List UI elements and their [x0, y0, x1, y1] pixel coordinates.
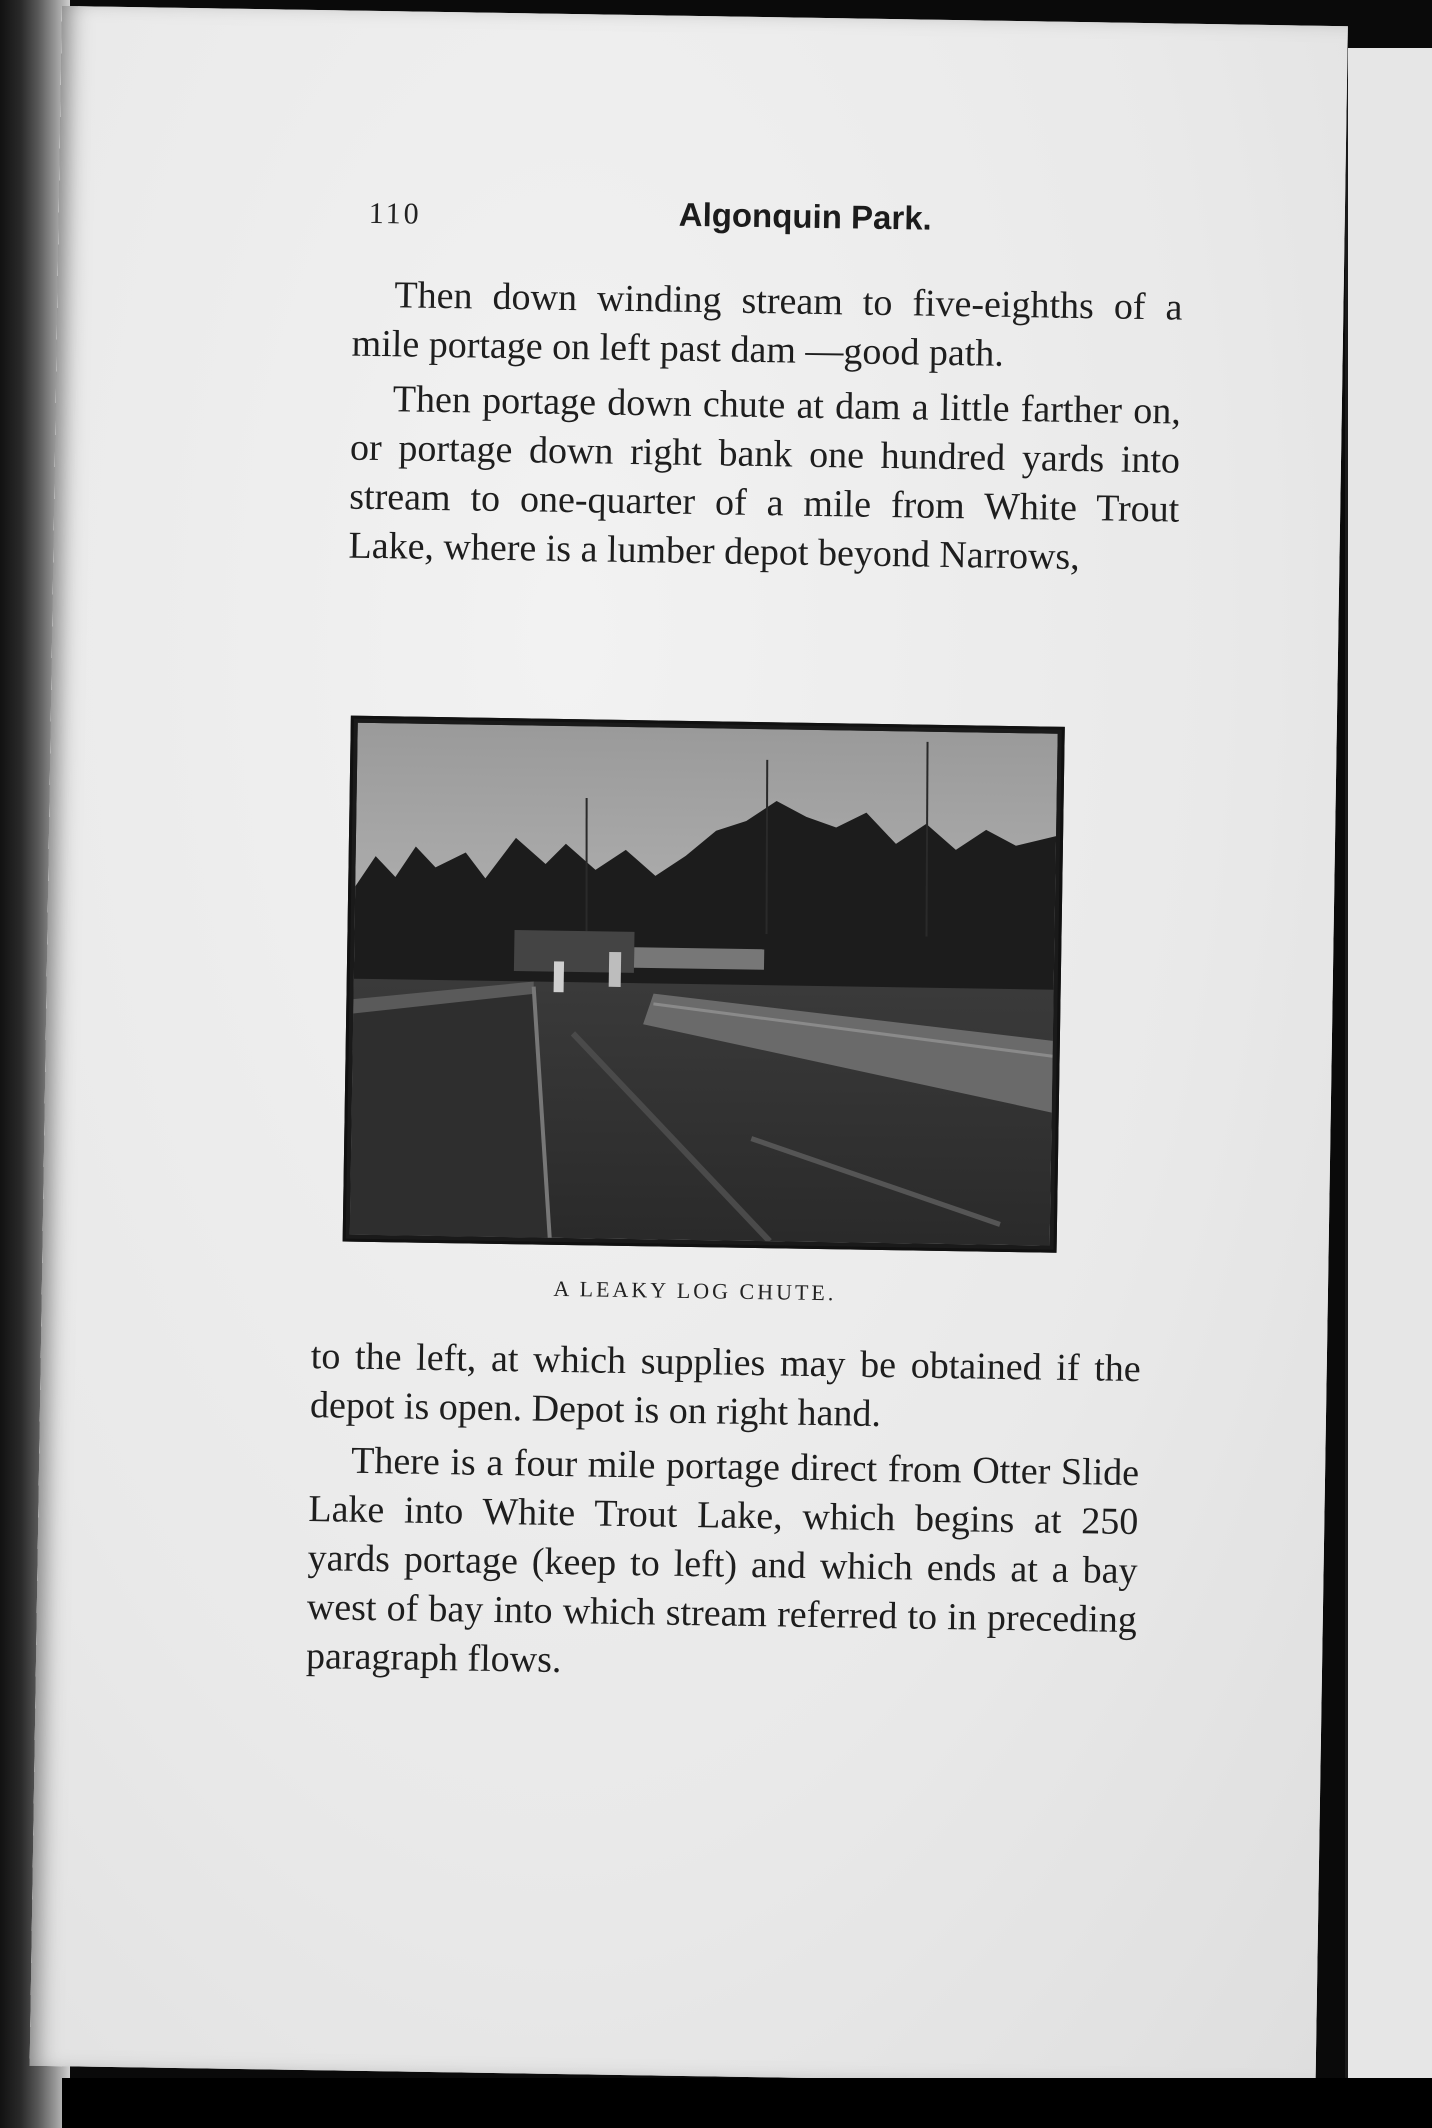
log-chute-photo	[350, 723, 1058, 1246]
paragraph: There is a four mile portage direct from Otter Slide Lake into White Trout Lake, which begins at 250 yards portage (keep to left) and which ends at a bay west of bay into which stream referred to in preceding paragraph flows.	[305, 1439, 1140, 1682]
figure-caption: A LEAKY LOG CHUTE.	[553, 1275, 837, 1306]
scan-bottom-edge	[62, 2078, 1432, 2128]
facing-page-edge	[1345, 48, 1432, 2108]
page-sheet	[30, 6, 1348, 2086]
page-header	[368, 191, 1189, 254]
page-number: 110	[368, 196, 422, 231]
paragraph: Then down winding stream to five-eighths of a mile portage on left past dam —good path.	[351, 274, 1183, 375]
paragraph: to the left, at which supplies may be obtained if the depot is open. Depot is on right hand.	[309, 1335, 1142, 1436]
body-text-bottom	[306, 1332, 1141, 1700]
body-text-top	[348, 271, 1183, 590]
running-title: Algonquin Park.	[678, 195, 933, 237]
photograph	[343, 716, 1065, 1253]
paragraph: Then portage down chute at dam a little farther on, or portage down right bank one hundred yards into stream to one-quarter of a mile from White Trout Lake, where is a lumber depot beyond Narrows,	[348, 378, 1182, 579]
